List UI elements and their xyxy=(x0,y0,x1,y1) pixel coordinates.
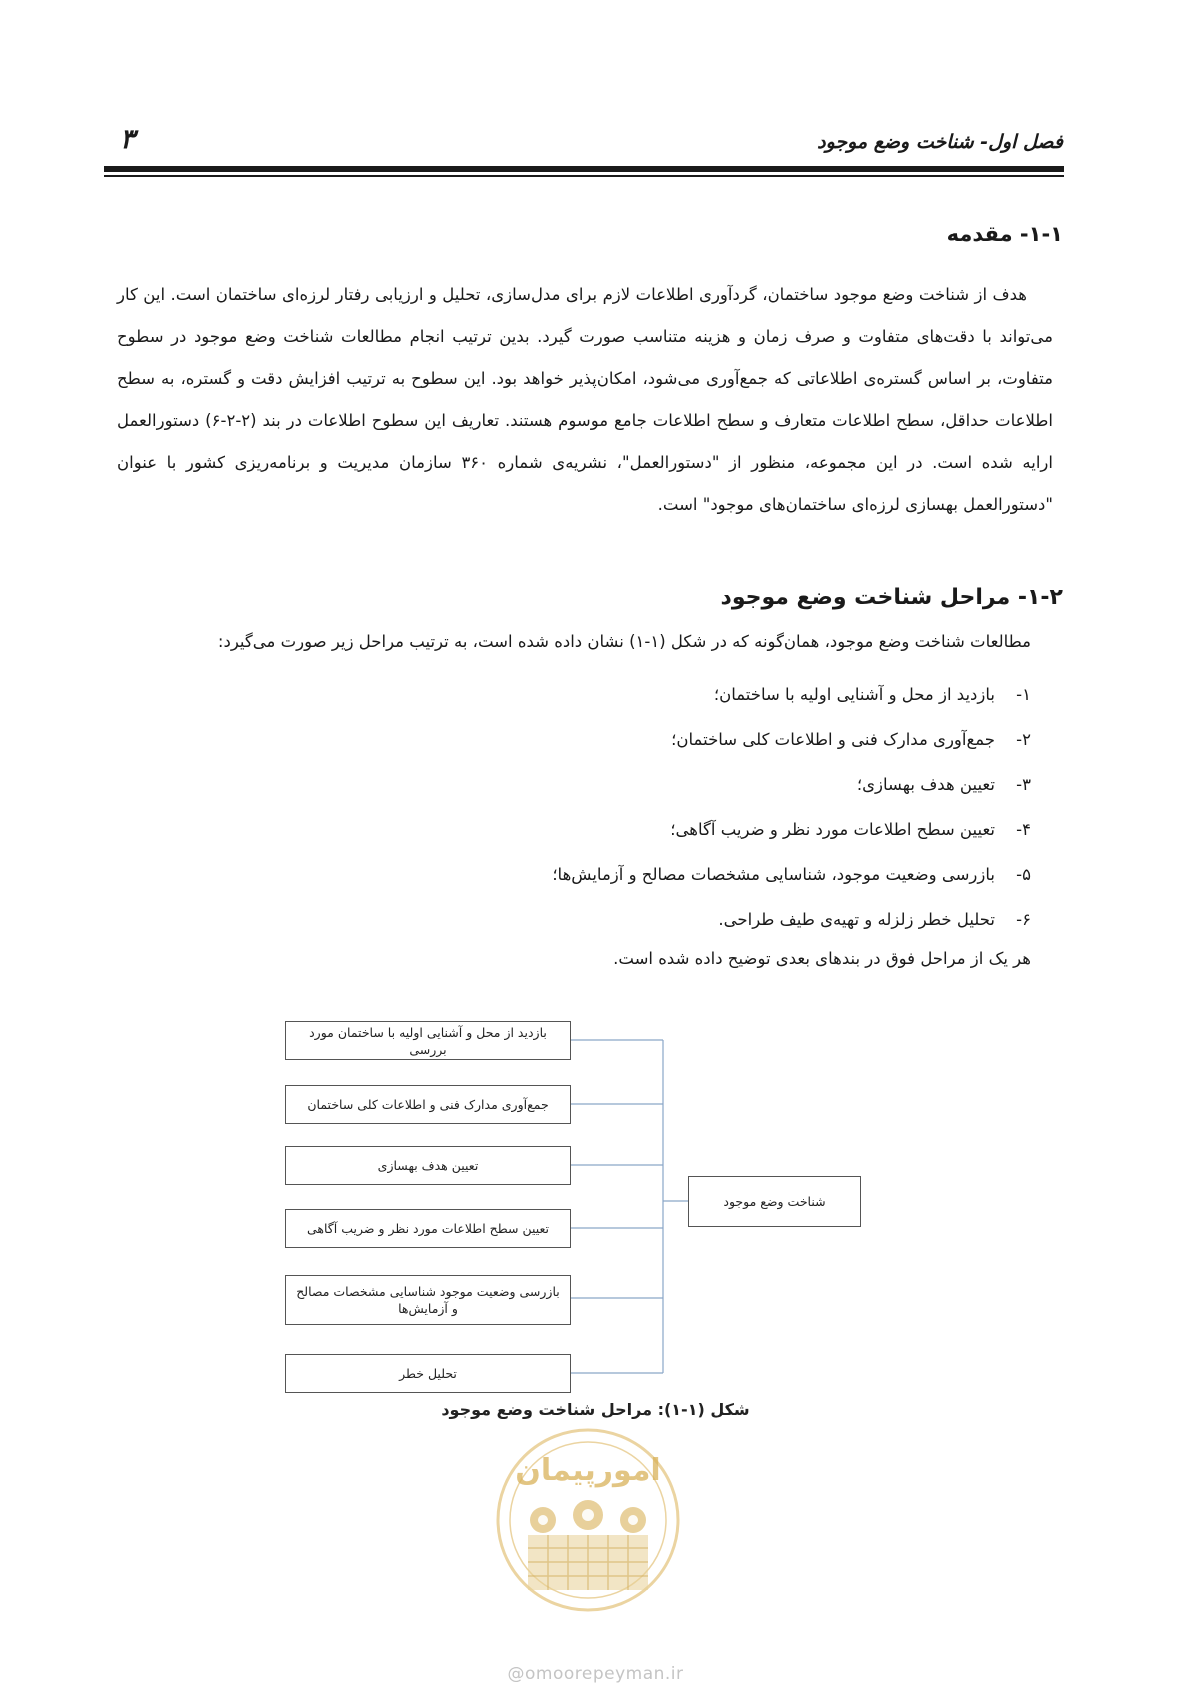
diagram-node: تعیین سطح اطلاعات مورد نظر و ضریب آگاهی xyxy=(285,1209,571,1248)
section-2-heading: ۱-۲- مراحل شناخت وضع موجود xyxy=(720,585,1063,610)
step-text: بازرسی وضعیت موجود، شناسایی مشخصات مصالح و آزمایش‌ها؛ xyxy=(552,865,995,884)
step-number: ۵- xyxy=(1016,865,1031,884)
chapter-title: فصل اول- شناخت وضع موجود xyxy=(817,131,1063,153)
watermark-url xyxy=(0,1664,1191,1684)
step-text: بازدید از محل و آشنایی اولیه با ساختمان؛ xyxy=(713,685,995,704)
figure-caption: شکل (۱-۱): مراحل شناخت وضع موجود xyxy=(441,1400,750,1419)
step-number: ۱- xyxy=(1016,685,1031,704)
watermark-logo xyxy=(488,1420,688,1620)
diagram-node: بازرسی وضعیت موجود شناسایی مشخصات مصالح و آزمایش‌ها xyxy=(285,1275,571,1325)
watermark-url-text: omoorepeyman.ir xyxy=(524,1664,684,1684)
at-icon: @ xyxy=(507,1664,525,1684)
section-2-intro: مطالعات شناخت وضع موجود، همان‌گونه که در شکل (۱-۱) نشان داده شده است، به ترتیب مراحل زیر صورت می‌گیرد: xyxy=(217,632,1031,651)
step-text: تعیین سطح اطلاعات مورد نظر و ضریب آگاهی؛ xyxy=(670,820,995,839)
section-1-heading: ۱-۱- مقدمه xyxy=(946,222,1063,246)
step-number: ۲- xyxy=(1016,730,1031,749)
step-text: جمع‌آوری مدارک فنی و اطلاعات کلی ساختمان؛ xyxy=(671,730,995,749)
diagram-root-node: شناخت وضع موجود xyxy=(688,1176,861,1227)
step-number: ۳- xyxy=(1016,775,1031,794)
page-number: ۳ xyxy=(120,124,135,155)
section-1-text: هدف از شناخت وضع موجود ساختمان، گردآوری اطلاعات لازم برای مدل‌سازی، تحلیل و ارزیابی رفتار لرزه‌ای ساختمان است. این کار می‌تواند با دقت‌های متفاوت و صرف زمان و هزینه متناسب صورت گیرد. بدین ترتیب انجام مطالعات شناخت وضع موجود در سطوح متفاوت، بر اساس گستره‌ی اطلاعاتی که جمع‌آوری می‌شود، امکان‌پذیر خواهد بود. این سطوح به ترتیب افزایش دقت و گستره، به سطح اطلاعات حداقل، سطح اطلاعات متعارف و سطح اطلاعات جامع موسوم هستند. تعاریف این سطوح اطلاعات در بند (۲-۲-۶) دستورالعمل ارایه شده است. در این مجموعه، منظور از "دستورالعمل"، نشریه‌ی شماره ۳۶۰ سازمان مدیریت و برنامه‌ریزی کشور با عنوان "دستورالعمل بهسازی لرزه‌ای ساختمان‌های موجود" است. xyxy=(117,285,1054,514)
step-text: تعیین هدف بهسازی؛ xyxy=(856,775,995,794)
step-number: ۶- xyxy=(1016,910,1031,929)
step-number: ۴- xyxy=(1016,820,1031,839)
diagram-node: تعیین هدف بهسازی xyxy=(285,1146,571,1185)
section-2-closing: هر یک از مراحل فوق در بندهای بعدی توضیح داده شده است. xyxy=(613,949,1031,968)
diagram-node: بازدید از محل و آشنایی اولیه با ساختمان مورد بررسی xyxy=(285,1021,571,1060)
diagram-node: تحلیل خطر xyxy=(285,1354,571,1393)
step-text: تحلیل خطر زلزله و تهیه‌ی طیف طراحی. xyxy=(718,910,995,929)
svg-text:امورپیمان: امورپیمان xyxy=(515,1453,661,1488)
diagram-node: جمع‌آوری مدارک فنی و اطلاعات کلی ساختمان xyxy=(285,1085,571,1124)
